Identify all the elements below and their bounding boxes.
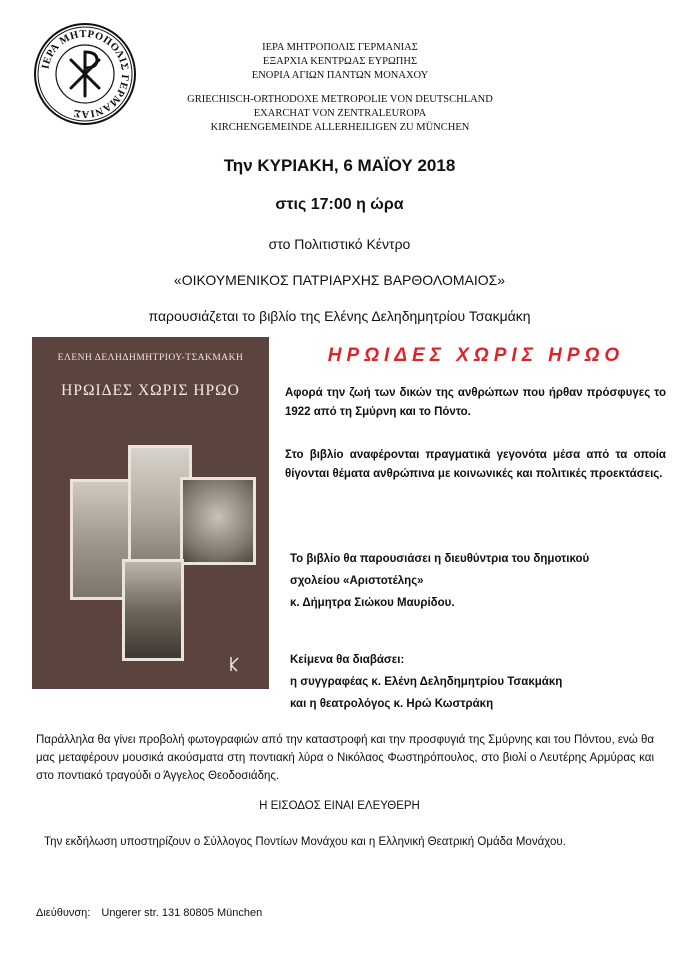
presenter-line-1: Το βιβλίο θα παρουσιάσει η διευθύντρια του δημοτικού xyxy=(290,553,590,565)
readers-line-3: και η θεατρολόγος κ. Ηρώ Κωστράκη xyxy=(290,698,494,710)
presenter-line-2: σχολείου «Αριστοτέλης» xyxy=(290,575,424,587)
description-paragraph-1: Αφορά την ζωή των δικών της ανθρώπων που ήρθαν πρόσφυγες το 1922 από τη Σμύρνη και το Πόντο. xyxy=(285,387,666,418)
readers-block xyxy=(290,649,666,715)
address-line xyxy=(36,907,436,919)
venue-name: «ΟΙΚΟΥΜΕΝΙΚΟΣ ΠΑΤΡΙΑΡΧΗΣ ΒΑΡΘΟΛΟΜΑΙΟΣ» xyxy=(173,272,506,288)
header-line-6: KIRCHENGEMEINDE ALLERHEILIGEN ZU MÜNCHEN xyxy=(210,122,470,133)
svg-text:ΙΕΡΑ ΜΗΤΡΟΠΟΛΙΣ ΓΕΡΜΑΝΙΑΣ: ΙΕΡΑ ΜΗΤΡΟΠΟΛΙΣ ΓΕΡΜΑΝΙΑΣ xyxy=(40,28,131,120)
photo-woman-portrait xyxy=(180,477,256,565)
header-line-5: EXARCHAT VON ZENTRALEUROPA xyxy=(253,108,427,119)
photo-woman-standing xyxy=(122,559,184,661)
church-seal xyxy=(33,22,137,126)
event-time: στις 17:00 η ώρα xyxy=(275,196,404,213)
address-value: Ungerer str. 131 80805 München xyxy=(101,907,263,919)
book-cover-author: ΕΛΕΝΗ ΔΕΛΗΔΗΜΗΤΡΙΟΥ-ΤΣΑΚΜΑΚΗ xyxy=(57,353,244,363)
book-cover-title: ΗΡΩΙΔΕΣ ΧΩΡΙΣ ΗΡΩΟ xyxy=(61,382,240,399)
event-date: Την ΚΥΡΙΑΚΗ, 6 ΜΑΪΟΥ 2018 xyxy=(223,156,456,175)
book-title-heading: ΗΡΩΙΔΕΣ ΧΩΡΙΣ ΗΡΩΟ xyxy=(327,345,625,366)
free-entry-notice: Η ΕΙΣΟΔΟΣ ΕΙΝΑΙ ΕΛΕΥΘΕΡΗ xyxy=(259,800,420,812)
readers-line-2: η συγγραφέας κ. Ελένη Δεληδημητρίου Τσακμάκη xyxy=(290,676,563,688)
book-cover xyxy=(32,337,269,689)
parallel-events-paragraph: Παράλληλα θα γίνει προβολή φωτογραφιών από την καταστροφή και την προσφυγιά της Σμύρνης και του Πόντου, ενώ θα μας μεταφέρουν μουσικά ακούσματα στη ποντιακή λύρα ο Νικόλαος Φωστηρόπουλος, στο βιολί ο Λευτέρης Αρμύρας και στο ποντιακό τραγούδι ο Άγγελος Θεοδοσιάδης. xyxy=(36,734,654,782)
address-label: Διεύθυνση: xyxy=(36,907,91,919)
presenter-block xyxy=(290,548,666,614)
header-line-1: ΙΕΡΑ ΜΗΤΡΟΠΟΛΙΣ ΓΕΡΜΑΝΙΑΣ xyxy=(262,42,418,53)
description-paragraph-2: Στο βιβλίο αναφέρονται πραγματικά γεγονότα μέσα από τα οποία θίγονται θέματα ανθρώπινα με κοινωνικές και πολιτικές προεκτάσεις. xyxy=(285,449,666,480)
publisher-logo-icon xyxy=(228,655,240,673)
presenter-line-3: κ. Δήμητρα Σιώκου Μαυρίδου. xyxy=(290,597,455,609)
venue-intro: στο Πολιτιστικό Κέντρο xyxy=(268,236,411,252)
header-line-3: ΕΝΟΡΙΑ ΑΓΙΩΝ ΠΑΝΤΩΝ ΜΟΝΑΧΟΥ xyxy=(251,70,429,81)
support-paragraph: Την εκδήλωση υποστηρίζουν ο Σύλλογος Ποντίων Μονάχου και η Ελληνική Θεατρική Ομάδα Μονάχου. xyxy=(44,836,566,848)
header-line-4: GRIECHISCH-ORTHODOXE METROPOLIE VON DEUTSCHLAND xyxy=(187,94,493,105)
header-line-2: ΕΞΑΡΧΙΑ ΚΕΝΤΡΩΑΣ ΕΥΡΩΠΗΣ xyxy=(262,56,418,67)
readers-line-1: Κείμενα θα διαβάσει: xyxy=(290,654,405,666)
presentation-line: παρουσιάζεται το βιβλίο της Ελένης Δεληδημητρίου Τσακμάκη xyxy=(148,308,531,324)
